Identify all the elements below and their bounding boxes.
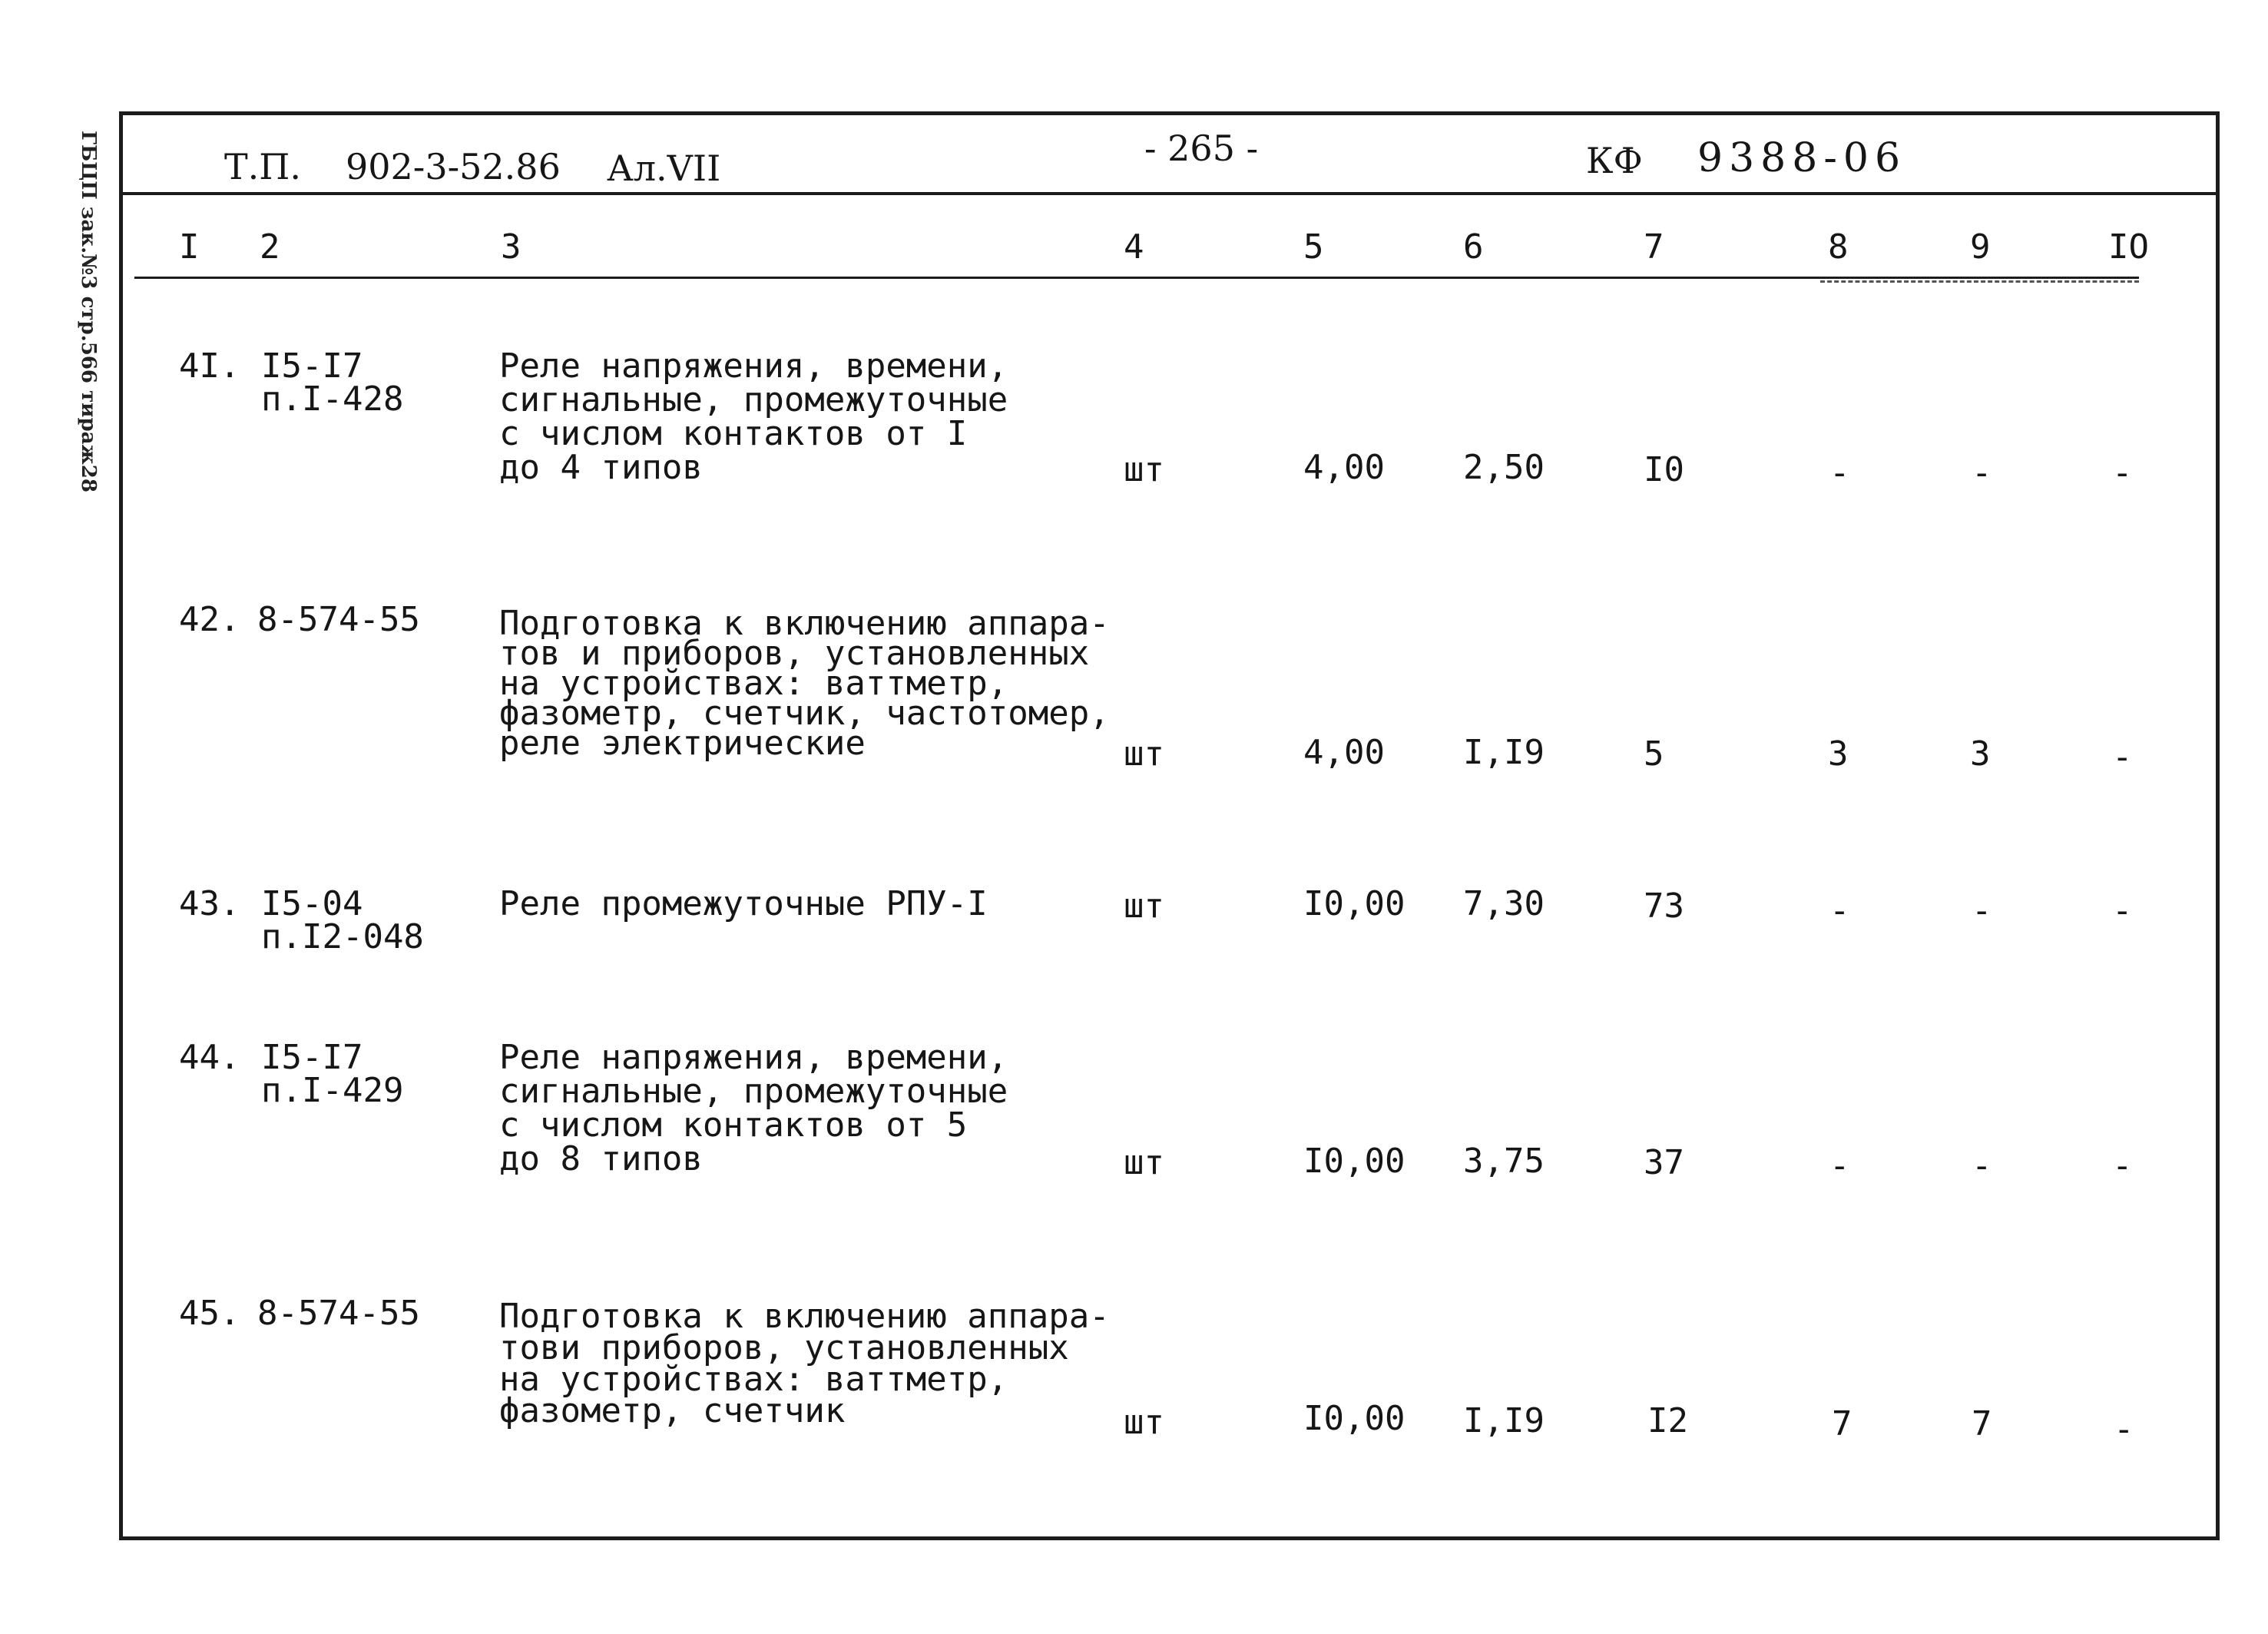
row-col8: -	[1829, 891, 1850, 930]
row-description-line: тов и приборов, установленных	[499, 634, 1090, 673]
row-description-line: сигнальные, промежуточные	[499, 380, 1008, 419]
column-header-dashed-underline	[1820, 280, 2139, 283]
column-9: 9	[1970, 227, 1991, 267]
row-description-line: реле электрические	[499, 724, 866, 763]
row-col6: 2,50	[1463, 448, 1545, 487]
row-col10: -	[2114, 1410, 2134, 1449]
row-code: I5-I7	[261, 346, 363, 386]
row-description-line: до 4 типов	[499, 448, 703, 487]
row-description-line: Реле промежуточные РПУ-I	[499, 884, 988, 923]
row-code-sub: п.I-429	[261, 1071, 404, 1110]
row-code: 8-574-55	[257, 1294, 420, 1333]
column-2: 2	[260, 227, 280, 267]
row-number: 43.	[179, 884, 240, 923]
row-col5: I0,00	[1303, 884, 1405, 923]
row-description-line: Подготовка к включению аппара-	[499, 604, 1110, 643]
row-col9: -	[1972, 1146, 1992, 1185]
row-col8: 3	[1828, 734, 1849, 774]
row-col5: I0,00	[1303, 1142, 1405, 1181]
row-unit: шт	[1124, 887, 1164, 926]
row-code: I5-I7	[261, 1038, 363, 1077]
row-col9: 7	[1972, 1404, 1992, 1443]
side-stamp-text: ГБЦП зак.№3 стр.566 тираж28	[77, 131, 100, 492]
column-header-underline	[134, 277, 2139, 279]
header-tp: Т.П.	[224, 146, 302, 187]
row-description-line: Подготовка к включению аппара-	[499, 1297, 1110, 1336]
row-code-sub: п.I-428	[261, 379, 404, 419]
column-6: 6	[1463, 227, 1484, 267]
row-col9: -	[1972, 891, 1992, 930]
row-description-line: сигнальные, промежуточные	[499, 1072, 1008, 1111]
row-description-line: тови приборов, установленных	[499, 1328, 1069, 1367]
row-description-line: на устройствах: ваттметр,	[499, 1360, 1008, 1399]
column-1: I	[179, 227, 200, 267]
row-description-line: с числом контактов от I	[499, 414, 968, 453]
column-7: 7	[1644, 227, 1664, 267]
row-description-line: Реле напряжения, времени,	[499, 1038, 1008, 1077]
row-col6: 7,30	[1463, 884, 1545, 923]
row-number: 42.	[179, 600, 240, 639]
header-project: 902-3-52.86	[346, 146, 561, 187]
row-col10: -	[2112, 891, 2133, 930]
row-description-line: фазометр, счетчик, частотомер,	[499, 694, 1110, 733]
row-unit: шт	[1124, 734, 1164, 774]
row-col6: 3,75	[1463, 1142, 1545, 1181]
row-col8: -	[1829, 453, 1850, 492]
page-number: - 265 -	[1144, 128, 1259, 169]
row-col9: 3	[1970, 734, 1991, 774]
row-col5: I0,00	[1303, 1399, 1405, 1438]
row-number: 44.	[179, 1038, 240, 1077]
document-frame	[119, 111, 2220, 1540]
row-col10: -	[2112, 453, 2133, 492]
row-description-line: фазометр, счетчик	[499, 1391, 846, 1430]
row-unit: шт	[1124, 1143, 1164, 1182]
row-description-line: с числом контактов от 5	[499, 1105, 968, 1145]
row-col8: 7	[1832, 1404, 1852, 1443]
row-col5: 4,00	[1303, 733, 1385, 772]
row-col5: 4,00	[1303, 448, 1385, 487]
header-album: Ал.VII	[607, 147, 721, 189]
row-col9: -	[1972, 453, 1992, 492]
row-col10: -	[2112, 737, 2133, 777]
row-col7: 5	[1644, 734, 1664, 774]
column-4: 4	[1124, 227, 1144, 267]
row-description-line: на устройствах: ваттметр,	[499, 664, 1008, 703]
row-unit: шт	[1124, 450, 1164, 489]
row-col7: 37	[1644, 1143, 1684, 1182]
header-doc-code: 9388-06	[1697, 135, 1907, 181]
row-col7: I0	[1644, 450, 1684, 489]
row-description-line: Реле напряжения, времени,	[499, 346, 1008, 386]
row-code: I5-04	[261, 884, 363, 923]
row-unit: шт	[1124, 1403, 1164, 1442]
column-5: 5	[1303, 227, 1324, 267]
row-description-line: до 8 типов	[499, 1139, 703, 1178]
row-code: 8-574-55	[257, 600, 420, 639]
row-number: 45.	[179, 1294, 240, 1333]
row-code-sub: п.I2-048	[261, 917, 424, 956]
side-stamp	[55, 131, 109, 499]
column-8: 8	[1828, 227, 1849, 267]
row-col7: I2	[1647, 1401, 1688, 1440]
column-3: 3	[501, 227, 521, 267]
row-number: 4I.	[179, 346, 240, 386]
header-divider	[123, 192, 2216, 195]
row-col10: -	[2112, 1146, 2133, 1185]
column-10: IO	[2108, 227, 2149, 267]
row-col6: I,I9	[1463, 733, 1545, 772]
header-code-prefix: КФ	[1586, 140, 1643, 181]
row-col7: 73	[1644, 887, 1684, 926]
row-col8: -	[1829, 1146, 1850, 1185]
row-col6: I,I9	[1463, 1401, 1545, 1440]
